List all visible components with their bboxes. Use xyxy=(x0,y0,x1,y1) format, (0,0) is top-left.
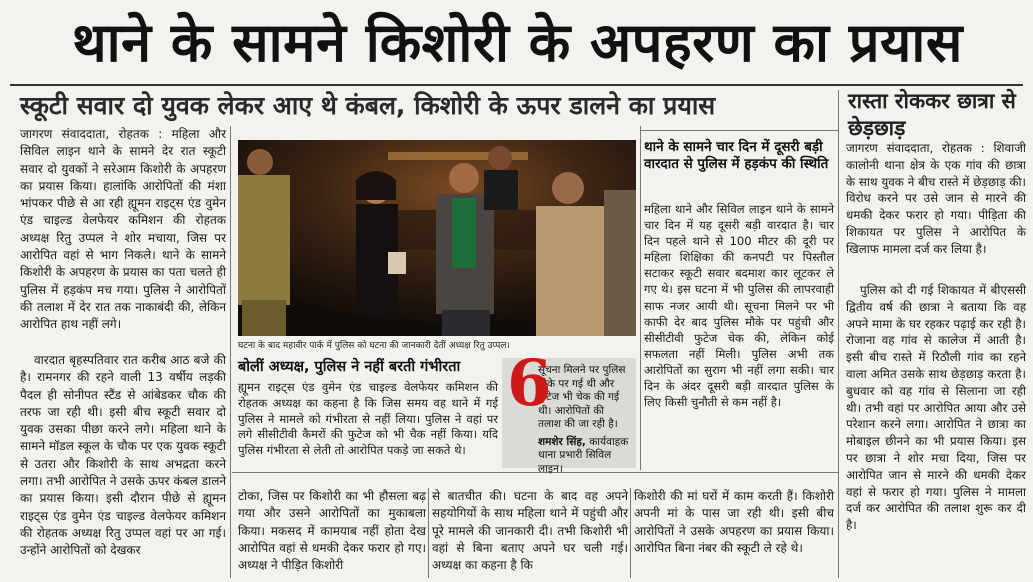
bottom-column-1: टोका, जिस पर किशोरी का भी हौसला बढ़ गया और उसने आरोपितों का मुकाबला किया। मकसद में कामयाब नहीं होता देख आरोपित वहां से धमकी देकर फरार हो गए। अध्यक्ष ने पीड़ित किशोरी xyxy=(238,489,426,573)
photo-caption: घटना के बाद महावीर पार्क में पुलिस को घटना की जानकारी देतीं अध्यक्ष रितु उप्पल। xyxy=(238,341,510,351)
side-story-para-2: पुलिस को दी गई शिकायत में बीएससी द्वितीय वर्ष की छात्रा ने बताया कि वह अपने मामा के घर रहकर पढ़ाई कर रही है। रोजाना वह गांव से कालेज में आती है। इसी बीच रास्ते में रिठौली गांव का रहने वाला अमित उसके साथ छेड़छाड़ करता है। बुधवार को वह गांव से सिलाना जा रही थी। तभी वहां पर आरोपित आया और उसे परेशान करने लगा। आरोपित ने छात्रा का मोबाइल छीनने का भी प्रयास किया। इस पर छात्रा ने शोर मचा दिया, जिस पर आरोपित जान से मारने की धमकी देकर वहां से फरार हो गया। पुलिस ने मामला दर्ज कर आरोपित की तलाश शुरू कर दी है। xyxy=(846,283,1026,533)
subheadline: स्कूटी सवार दो युवक लेकर आए थे कंबल, किशोरी के ऊपर डालने का प्रयास xyxy=(20,91,716,120)
column-divider-box xyxy=(640,126,641,470)
left-column-para-1: जागरण संवाददाता, रोहतक : महिला और सिविल लाइन थाने के सामने देर रात स्कूटी सवार दो युवकों ने सरेआम किशोरी के अपहरण का प्रयास किया। हालांकि आरोपितों की मंशा भांपकर पीछे से आ रही ह्यूमन राइट्स एंड वुमेन एंड चाइल्ड वेलफेयर कमिशन की रोहतक अध्यक्ष रितु उप्पल ने शोर मचाया, जिस पर आरोपित वहां से भाग निकले। थाने के सामने किशोरी के अपहरण के प्रयास का पता चलते ही पुलिस में हड़कंप मच गया। पुलिस ने आरोपितों की तलाश में देर रात तक नाकाबंदी की, लेकिन आरोपित हाथ नहीं लगे। xyxy=(20,127,226,332)
bottom-column-2: से बातचीत की। घटना के बाद वह अपने सहयोगियों के साथ महिला थाने में पहुंची और पूरे मामले की जानकारी दी। तभी किशोरी भी वहां से बिना बताए अपने घर चली गई। अध्यक्ष का कहना है कि xyxy=(432,489,628,573)
news-photo-illustration xyxy=(238,140,636,336)
left-column-para-2: वारदात बृहस्पतिवार रात करीब आठ बजे की है। रामनगर की रहने वाली 13 वर्षीय लड़की पैदल ही सोनीपत स्टैंड से आंबेडकर चौक की तरफ जा रही थी। इसी बीच स्कूटी सवार दो युवक उसका पीछा करने लगे। महिला थाने के सामने मॉडल स्कूल के चौक पर एक युवक स्कूटी से उतरा और किशोरी के साथ अभद्रता करने लगा। तभी आरोपित ने उसके ऊपर कंबल डालने का प्रयास किया। इसी दौरान पीछे से ह्यूमन राइट्स एंड वुमेन एंड चाइल्ड वेलफेयर कमिशन की रोहतक अध्यक्ष रितु उप्पल वहां पर आ गई। उन्होंने आरोपितों को देखकर xyxy=(20,353,226,558)
side-story-heading: रास्ता रोककर छात्रा से छेड़छाड़ xyxy=(848,89,1016,140)
bottom-column-divider-2 xyxy=(630,488,631,578)
bottom-column-3: किशोरी की मां घरों में काम करती हैं। किशोरी अपनी मां के पास जा रही थी। इसी बीच आरोपितों ने उसके अपहरण का प्रयास किया। आरोपित बिना नंबर की स्कूटी ले रहे थे। xyxy=(634,489,834,555)
headline: थाने के सामने किशोरी के अपहरण का प्रयास xyxy=(72,11,963,74)
quote-heading: बोलीं अध्यक्ष, पुलिस ने नहीं बरती गंभीरता xyxy=(238,359,461,375)
box-story-text: महिला थाने और सिविल लाइन थाने के सामने चार दिन में यह दूसरी बड़ी वारदात है। चार दिन पहले थाने से 100 मीटर की दूरी पर महिला शिक्षिका की कनपटी पर पिस्तौल सटाकर स्कूटी सवार बदमाश कार लूटकर ले गए थे। इस घटना में भी पुलिस की लापरवाही साफ नजर आयी थी। सूचना मिलने पर भी काफी देर बाद पुलिस मौके पर पहुंची और सीसीटीवी फुटेज चेक की, लेकिन कोई सफलता नहीं मिली। पुलिस अभी तक आरोपितों का सुराग भी नहीं लगा सकी। चार दिन के अंदर दूसरी बड़ी वारदात पुलिस के लिए किसी चुनौती से कम नहीं है। xyxy=(644,202,834,410)
side-story-para-1: जागरण संवाददाता, रोहतक : शिवाजी कालोनी थाना क्षेत्र के एक गांव की छात्रा के साथ युवक ने बीच रास्ते में छेड़छाड़ की। विरोध करने पर उसे जान से मारने की धमकी देकर फरार हो गया। पीड़िता की शिकायत पर पुलिस ने आरोपित के खिलाफ मामला दर्ज कर लिया है। xyxy=(846,141,1026,256)
box-top-rule xyxy=(640,130,838,131)
police-quote-name: शमशेर सिंह, xyxy=(538,435,586,448)
quote-paragraph: ह्यूमन राइट्स एंड वुमेन एंड चाइल्ड वेलफेयर कमिशन की रोहतक अध्यक्ष का कहना है कि जिस समय वह थाने में गई पुलिस ने मामले को गंभीरता से नहीं लिया। पुलिस ने वहां पर लगे सीसीटीवी कैमरों की फुटेज को भी चैक नहीं किया। यदि पुलिस गंभीरता से लेती तो आरोपित पकड़े जा सकते थे। xyxy=(238,380,498,458)
quote-mark-icon: 6 xyxy=(507,346,552,421)
police-quote-signature xyxy=(538,436,630,477)
police-quote-text: सूचना मिलने पर पुलिस मौके पर गई थी और फुटेज भी चेक की गई थी। आरोपितों की तलाश की जा रही है। xyxy=(538,364,626,430)
box-story-heading: थाने के सामने चार दिन में दूसरी बड़ी वारदात से पुलिस में हड़कंप की स्थिति xyxy=(644,139,829,172)
police-quote-box xyxy=(502,346,636,475)
column-divider-right xyxy=(838,90,839,578)
box-bottom-rule xyxy=(232,472,838,473)
police-quote-title: कार्यवाहक थाना प्रभारी सिविल लाइन। xyxy=(538,435,629,475)
bottom-column-divider-1 xyxy=(428,488,429,578)
headline-divider xyxy=(10,84,1023,86)
news-photo xyxy=(238,140,636,336)
